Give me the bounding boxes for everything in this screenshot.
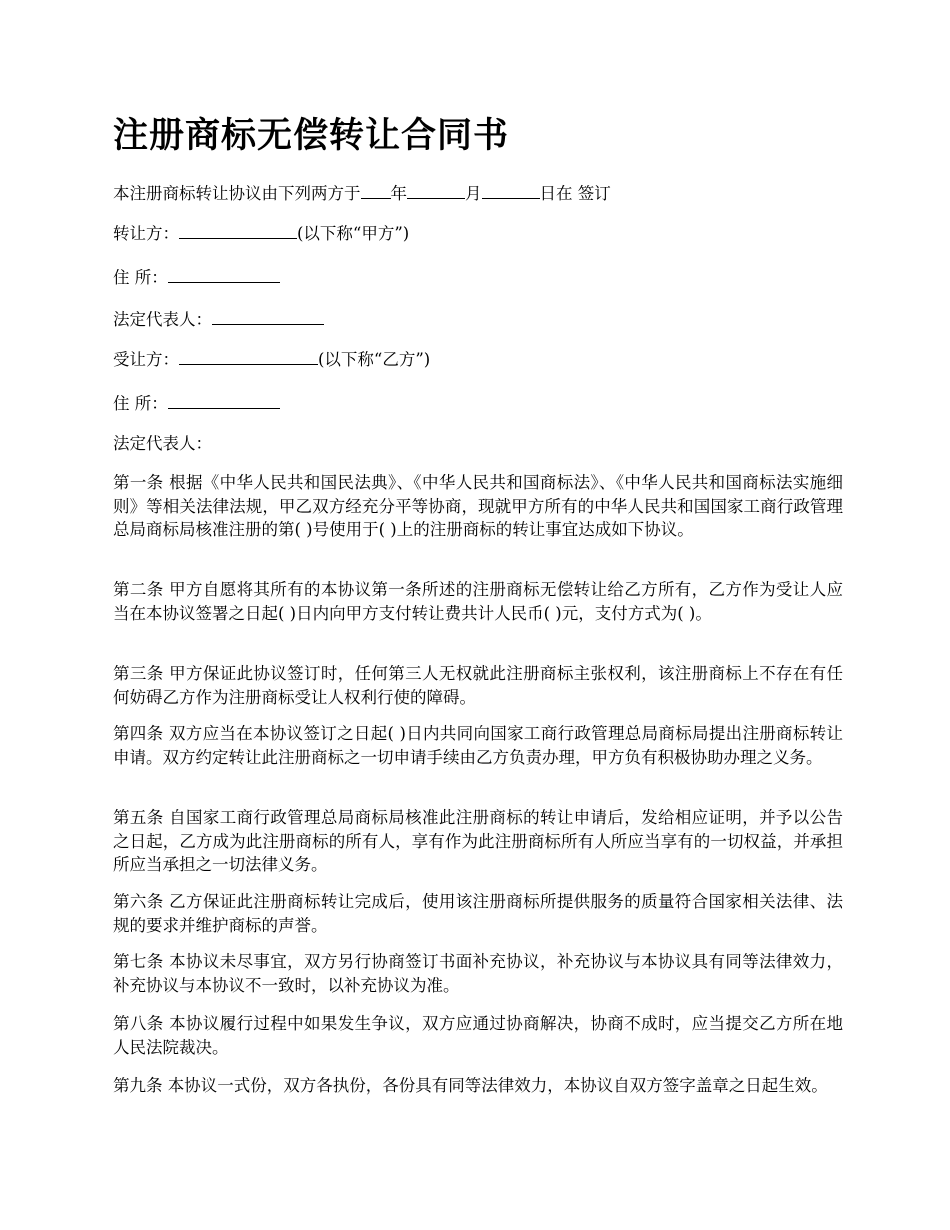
- article-5: 第五条 自国家工商行政管理总局商标局核准此注册商标的转让申请后，发给相应证明，并予以公告之日起，乙方成为此注册商标的所有人，享有作为此注册商标所有人所应当享有的一切权益，并承担所应当承担之一切法律义务。: [113, 808, 843, 874]
- article-8: 第八条 本协议履行过程中如果发生争议，双方应通过协商解决，协商不成时，应当提交乙方所在地人民法院裁决。: [113, 1014, 843, 1057]
- article-4: 第四条 双方应当在本协议签订之日起( )日内共同向国家工商行政管理总局商标局提出注册商标转让申请。双方约定转让此注册商标之一切申请手续由乙方负责办理，甲方负有积极协助办理之义务。: [113, 724, 843, 767]
- transferee-legal-rep-line: [113, 432, 212, 456]
- article-3: 第三条 甲方保证此协议签订时，任何第三人无权就此注册商标主张权利，该注册商标上不存在有任何妨碍乙方作为注册商标受让人权利行使的障碍。: [113, 664, 843, 707]
- address-label-a: 住 所：: [113, 268, 168, 287]
- day-sign-label: 日在 签订: [539, 184, 611, 203]
- month-blank[interactable]: [407, 180, 465, 199]
- intro-text: 本注册商标转让协议由下列两方于: [113, 184, 361, 203]
- transferee-label: 受让方：: [113, 350, 179, 369]
- month-label: 月: [465, 184, 482, 203]
- address-blank-a[interactable]: [168, 264, 280, 283]
- article-1: 第一条 根据《中华人民共和国民法典》、《中华人民共和国商标法》、《中华人民共和国商标法实施细则》等相关法律法规，甲乙双方经充分平等协商，现就甲方所有的中华人民共和国国家工商行政管理总局商标局核准注册的第( )号使用于( )上的注册商标的转让事宜达成如下协议。: [113, 473, 843, 539]
- legal-rep-label-a: 法定代表人：: [113, 310, 212, 329]
- intro-line: [113, 180, 611, 206]
- article-7: 第七条 本协议未尽事宜，双方另行协商签订书面补充协议，补充协议与本协议具有同等法律效力，补充协议与本协议不一致时，以补充协议为准。: [113, 952, 843, 995]
- transferee-line: [113, 348, 430, 372]
- address-blank-b[interactable]: [168, 390, 280, 409]
- transferor-blank[interactable]: [179, 227, 297, 239]
- transferor-legal-rep-line: [113, 306, 324, 332]
- transferor-line: [113, 222, 409, 246]
- transferee-suffix: (以下称“乙方”): [318, 350, 431, 369]
- transferor-label: 转让方：: [113, 224, 179, 243]
- transferee-blank[interactable]: [179, 353, 318, 365]
- legal-rep-label-b: 法定代表人：: [113, 434, 212, 453]
- address-label-b: 住 所：: [113, 394, 168, 413]
- article-9: 第九条 本协议一式份，双方各执份，各份具有同等法律效力，本协议自双方签字盖章之日起生效。: [113, 1076, 828, 1095]
- article-6: 第六条 乙方保证此注册商标转让完成后，使用该注册商标所提供服务的质量符合国家相关法律、法规的要求并维护商标的声誉。: [113, 892, 843, 935]
- year-label: 年: [390, 184, 407, 203]
- transferee-address-line: [113, 390, 280, 416]
- article-2: 第二条 甲方自愿将其所有的本协议第一条所述的注册商标无偿转让给乙方所有，乙方作为受让人应当在本协议签署之日起( )日内向甲方支付转让费共计人民币( )元，支付方式为( )。: [113, 580, 843, 623]
- day-blank[interactable]: [482, 180, 540, 199]
- legal-rep-blank-a[interactable]: [212, 306, 324, 325]
- transferor-suffix: (以下称“甲方”): [297, 224, 410, 243]
- document-title: 注册商标无偿转让合同书: [113, 115, 510, 156]
- transferor-address-line: [113, 264, 280, 290]
- year-blank[interactable]: [361, 180, 391, 199]
